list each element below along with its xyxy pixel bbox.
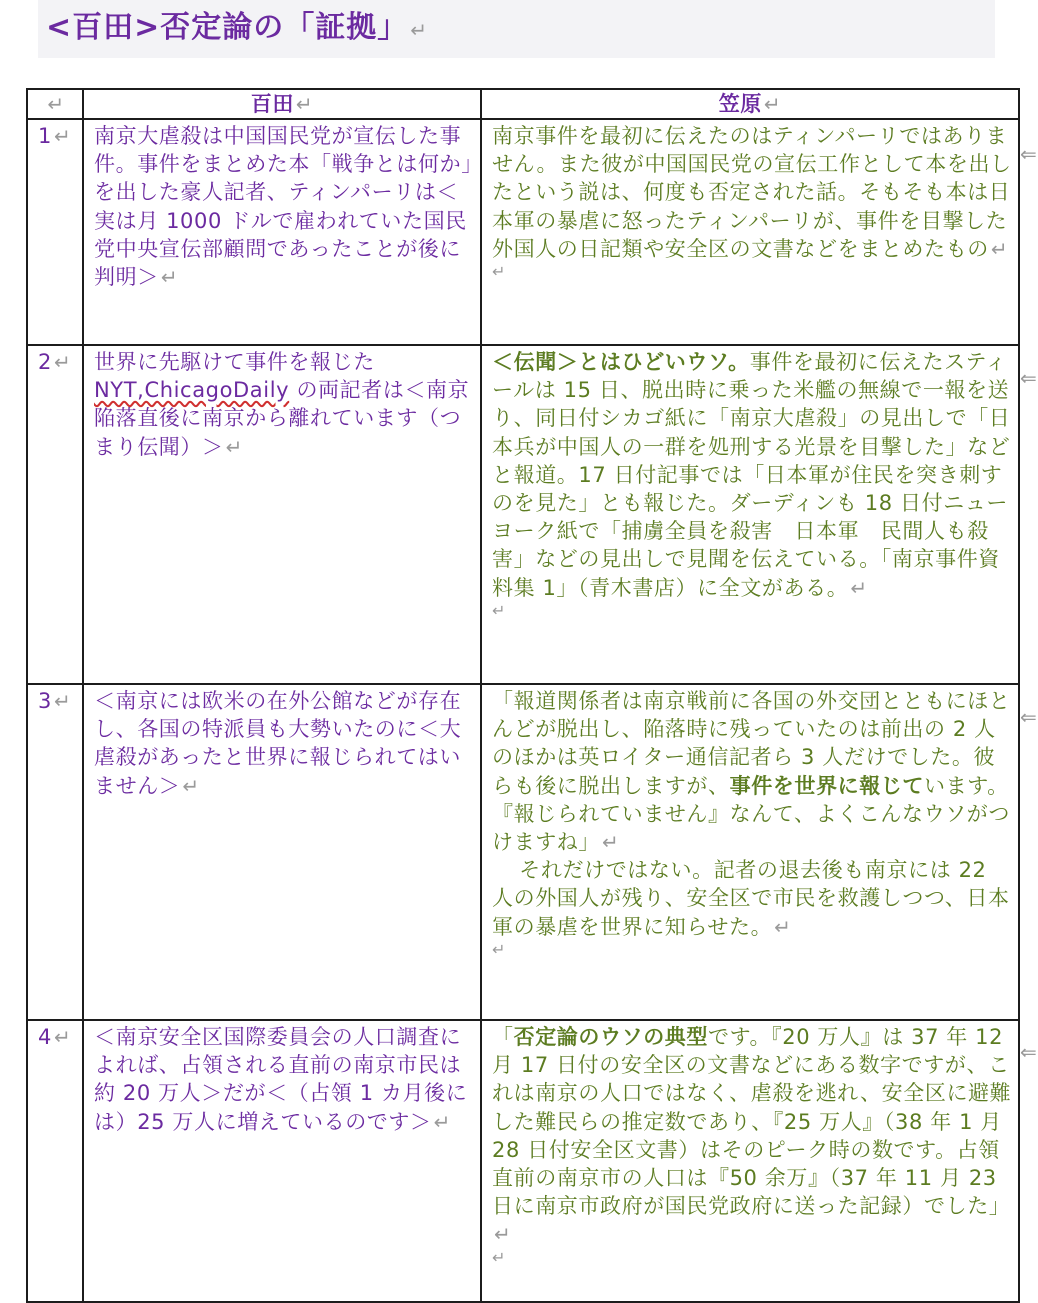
paragraph-mark-icon: ↵ <box>433 1109 451 1134</box>
table-header-row <box>27 89 1019 119</box>
paragraph-mark-icon: ↵ <box>53 1025 72 1049</box>
kasahara-rebuttal-text: です。『20 万人』は 37 年 12 月 17 日付の安全区の文書などにある数字ですが、これは南京の人口ではなく、虐殺を逃れ、安全区に避難した難民らの推定数であり、『25 万人』（38 年 1 月 28 日付安全区文書）はそのピーク時の数です。占領直前の南京市の人口は『50 余万』（37 年 11 月 23 日に南京市政府が国民党政府に送った記録）でした」 <box>492 1025 1012 1219</box>
hyakuta-claim-text: ＜南京には欧米の在外公館などが存在し、各国の特派員も大勢いたのに＜大虐殺があったと世界に報じられてはいません＞ <box>94 689 462 798</box>
header-number-cell <box>27 89 83 119</box>
header-hyakuta-label: 百田 <box>250 92 294 116</box>
paragraph-mark-icon: ↵ <box>763 92 782 116</box>
paragraph-mark-icon: ↵ <box>602 830 620 855</box>
kasahara-rebuttal-text: 「 <box>492 1025 514 1049</box>
row-number <box>27 345 83 684</box>
row-number-text: 2 <box>38 350 52 374</box>
comparison-table <box>26 88 1020 1303</box>
paragraph-mark-icon: ↵ <box>53 350 72 374</box>
paragraph-mark-icon: ↵ <box>492 600 507 620</box>
kasahara-rebuttal-text: 南京事件を最初に伝えたのはティンパーリではありません。また彼が中国国民党の宣伝工作として本を出したという説は、何度も否定された話。そもそも本は日本軍の暴虐に怒ったティンパーリが、事件を目撃した外国人の日記類や安全区の文書などをまとめたもの <box>492 124 1012 261</box>
paragraph-mark-icon: ↵ <box>492 1247 507 1267</box>
left-arrow-icon: ⇐ <box>1020 142 1037 166</box>
kasahara-rebuttal-text: 事件を最初に伝えたスティールは 15 日、脱出時に乗った米艦の無線で一報を送り、同日付シカゴ紙に「南京大虐殺」の見出しで「日本兵が中国人の一群を処刑する光景を目撃した」などと報道。17 日付記事では「日本軍が住民を突き刺すのを見た」とも報じた。ダーディンも 18 日付ニューヨーク紙で「捕虜全員を殺害 日本軍 民間人も殺害」などの見出しで見聞を伝えている。「南京事件資料集 1」（青木書店）に全文がある。 <box>492 350 1011 600</box>
paragraph-mark-icon: ↵ <box>492 939 507 959</box>
document-title <box>46 2 428 46</box>
kasahara-rebuttal <box>481 684 1019 1020</box>
paragraph-mark-icon: ↵ <box>225 434 243 459</box>
bold-emphasis: 否定論のウソの典型 <box>513 1025 709 1049</box>
row-number-text: 3 <box>38 689 52 713</box>
kasahara-rebuttal-text: それだけではない。記者の退去後も南京には 22 人の外国人が残り、安全区で市民を救護しつつ、日本軍の暴虐を世界に知らせた。 <box>492 858 1010 939</box>
hyakuta-claim <box>83 684 481 1020</box>
kasahara-rebuttal <box>481 345 1019 684</box>
kasahara-rebuttal-text: います。『報じられていません』なんて、よくこんなウソがつけますね」 <box>492 773 1010 855</box>
hyakuta-claim-text: 世界に先駆けて事件を報じた <box>94 350 375 374</box>
paragraph-mark-icon: ↵ <box>774 914 792 939</box>
spellcheck-underlined-text: NYT,ChicagoDaily <box>94 378 290 403</box>
header-hyakuta <box>83 89 481 119</box>
row-number <box>27 684 83 1020</box>
table-row <box>27 345 1019 684</box>
paragraph-mark-icon: ↵ <box>160 265 179 290</box>
hyakuta-claim-text: の両記者は＜南京陥落直後に南京から離れています（つまり伝聞）＞ <box>94 378 470 459</box>
paragraph-mark-icon: ↵ <box>182 773 200 798</box>
row-number-text: 4 <box>38 1025 52 1049</box>
paragraph-mark-icon: ↵ <box>295 92 314 116</box>
header-kasahara-label: 笠原 <box>718 92 762 116</box>
hyakuta-claim <box>83 119 481 345</box>
header-kasahara <box>481 89 1019 119</box>
hyakuta-claim-text: ＜南京安全区国際委員会の人口調査によれば、占領される直前の南京市民は約 20 万人＞だが＜（占領 1 カ月後には）25 万人に増えているのです＞ <box>94 1025 468 1134</box>
kasahara-rebuttal-text: 「報道関係者は南京戦前に各国の外交団とともにほとんどが脱出し、陥落時に残っていたのは前出の 2 人のほかは英ロイター通信記者ら 3 人だけでした。彼らも後に脱出しますが、 <box>492 689 1011 798</box>
table-row <box>27 119 1019 345</box>
left-arrow-icon: ⇐ <box>1020 1040 1037 1064</box>
paragraph-mark-icon: ↵ <box>494 1222 512 1247</box>
table-row <box>27 1020 1019 1302</box>
hyakuta-claim <box>83 345 481 684</box>
paragraph-mark-icon: ↵ <box>53 124 72 148</box>
paragraph-mark-icon: ↵ <box>850 575 868 600</box>
bold-emphasis: 事件を世界に報じて <box>729 773 925 798</box>
row-number <box>27 1020 83 1302</box>
kasahara-rebuttal <box>481 1020 1019 1302</box>
paragraph-mark-icon: ↵ <box>492 262 507 282</box>
row-number <box>27 119 83 345</box>
paragraph-mark-icon: ↵ <box>990 236 1009 261</box>
title-text: <百田>否定論の「証拠」 <box>46 10 409 45</box>
paragraph-mark-icon: ↵ <box>53 689 72 713</box>
hyakuta-claim-text: 南京大虐殺は中国国民党が宣伝した事件。事件をまとめた本「戦争とは何か」を出した豪人記者、ティンパーリは＜実は月 1000 ドルで雇われていた国民党中央宣伝部顧問であったことが後に判明＞ <box>94 124 473 290</box>
left-arrow-icon: ⇐ <box>1020 705 1037 729</box>
paragraph-mark-icon: ↵ <box>410 18 429 42</box>
table-row <box>27 684 1019 1020</box>
kasahara-rebuttal <box>481 119 1019 345</box>
paragraph-mark-icon: ↵ <box>47 92 65 116</box>
row-number-text: 1 <box>38 124 52 148</box>
bold-emphasis: ＜伝聞＞とはひどいウソ。 <box>492 350 750 374</box>
hyakuta-claim <box>83 1020 481 1302</box>
left-arrow-icon: ⇐ <box>1020 366 1037 390</box>
